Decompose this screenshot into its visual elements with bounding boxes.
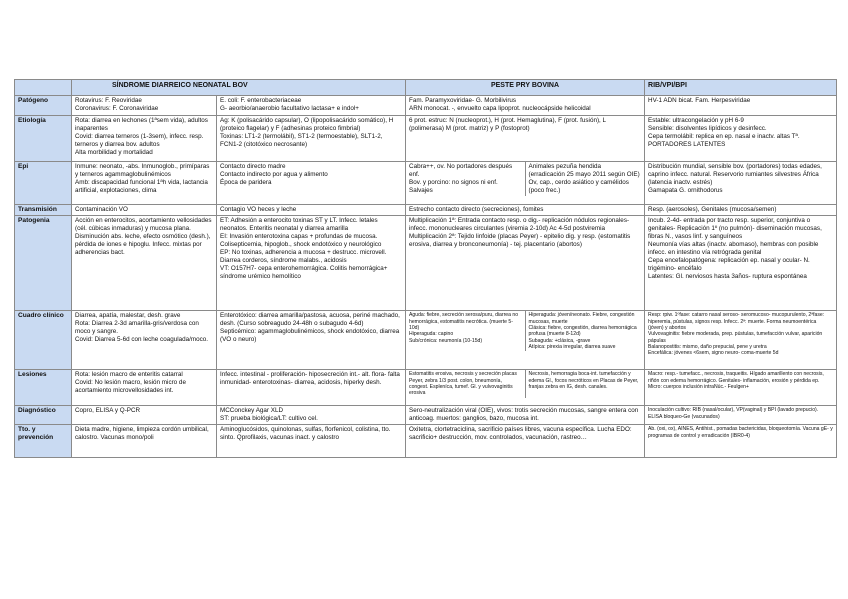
cell-line: Sub/crónica: neumonía (10-15d) (409, 337, 483, 344)
cell-line: G- aeorbio/anaerobio facultativo lactasa+ e indol+ (220, 104, 359, 112)
row-label: Lesiones (15, 370, 72, 406)
cell-c1 (72, 116, 217, 162)
cell-line: Septicémico: agammaglobulinémicos, shock endotóxico, diarrea (VO o neuro) (220, 328, 400, 344)
cell-line: Época de paridera (220, 178, 272, 186)
table-row (15, 425, 837, 458)
row-label: Transmisión (15, 205, 72, 216)
header-rib: RIB/VPI/BPI (645, 80, 837, 96)
cell-line: Balanopostitis: mismo, daño prepucial, pene y uretra (648, 344, 767, 351)
cell-line: Enterotóxico: diarrea amarilla/pastosa, acuosa, periné machado, desh. (Curso sobreagudo 24-48h o subagudo 4-6d) (220, 312, 400, 328)
cell-line: Ab. (oxi, ox), AINES, Antihist., pomadas bactericidas, bloqueotomía. Vacuna gE- y programas de control y erradicación (IBR0-4) (648, 426, 833, 439)
row-label: Etiología (15, 116, 72, 162)
cell-line: Vulvovaginitis: fiebre moderada, prep. pústulas, tumefacción vulvar, aparición pápulas (648, 331, 823, 344)
cell-line: Covid: diarrea terneros (1-3sem), infecc. resp. terneros y diarrea bov. adultos (75, 132, 204, 148)
cell-line: Acción en enterocitos, acortamiento vellosidades (cél. cúbicas inmaduras) y mucosa plana. Disminución abs. leche, efecto osmótico (desh.), pérdida de iones e hipoglu. Infecc. mixtas por adherencias bact. (75, 217, 212, 256)
cell-c1 (72, 311, 217, 370)
cell-line: Resp. (aerosoles), Genitales (mucosa/semen) (648, 206, 777, 213)
cell-c2 (217, 425, 406, 458)
table-row (15, 116, 837, 162)
cell-line: ARN monocat. -, envuelto capa lipoprot. nucleocápside helicoidal (409, 104, 591, 112)
cell-line: Clásica: fiebre, congestión, diarrea hemorrágica profusa (muerte 8-12d) (528, 325, 637, 338)
cell-line: Sero-neutralización viral (OIE), vivos: trotis secreción mucosas, sangre entera con anticoag. muertos: ganglios, bazo, mucosa int. (409, 407, 639, 423)
cell-line: Resp: rpiw. 1ºfase: catarro nasal seroso- seromucoso- mucopurulento, 2ªfase: hiperemia, pústulas, signos resp. Infecc. 2ª: muerte. Forma neumoentérica (jóven) y abortos (648, 312, 825, 332)
row-label: Diagnóstico (15, 406, 72, 425)
cell-line: Multiplicación 2ª: Tejido linfoide (placas Peyer) - epitelio dig. y resp. (estomatitis erosiva, diarrea y bronconeumonía) - tej. placentario (abortos) (409, 233, 631, 249)
cell-line: Contagio VO heces y leche (220, 206, 297, 213)
cell-line: Estable: ultracongelación y pH 6-9 (648, 117, 744, 124)
cell-line: Sensible: disolventes lipídicos y desinfecc. (648, 124, 767, 132)
cell-line: Rota: lesión macro de enteritis catarral (75, 371, 183, 379)
table-row (15, 162, 837, 205)
cell-c4 (645, 162, 837, 205)
cell-c4 (645, 311, 837, 370)
split-cell-c3b (525, 370, 645, 397)
cell-c3 (406, 116, 645, 162)
cell-c4 (645, 96, 837, 116)
cell-line: Encefálica: jóvenes <6sem, signo neuro- coma-muerte 5d (648, 350, 779, 357)
cell-line: Animales pezuña hendida (528, 163, 601, 170)
cell-line: Distribución mundial, sensible bov. (portadores) todas edades, caprino infecc. natural. Reservorio rumiantes silvestres África (latencia inactv. estrés) (648, 163, 822, 186)
cell-c2 (217, 406, 406, 425)
cell-c3 (406, 216, 645, 311)
cell-line: VT: O157H7- cepa enterohemorrágica. Colitis hemorrágica+ síndrome urémico hemolítico (220, 264, 388, 280)
cell-c3 (406, 96, 645, 116)
cell-line: ST: prueba biológica/LT: cultivo cel. (220, 415, 318, 423)
table-body (15, 96, 837, 458)
cell-c1 (72, 406, 217, 425)
cell-line: Diarrea, apatía, malestar, desh. grave (75, 312, 181, 320)
header-sindrome-diarreico: SÍNDROME DIARREICO NEONATAL BOV (72, 80, 406, 96)
cell-line: E. coli: F. enterobacteriaceae (220, 97, 302, 104)
cell-c2 (217, 96, 406, 116)
cell-line: Contaminación VO (75, 206, 128, 213)
cell-c4 (645, 425, 837, 458)
cell-line: Amb: discapacidad funcional 1ªh vida, lactancia artificial, explotaciones, clima (75, 178, 208, 194)
cell-c3 (406, 370, 645, 406)
cell-line: Toxinas: LT1-2 (termolábil), ST1-2 (termoestable), SLT1-2, FCN1-2 (citotóxico necrosante) (220, 132, 383, 148)
cell-line: Incub. 2-4d- entrada por tracto resp. superior, conjuntiva o genitales- Replicación 1º (no pulmón)- diseminación mucosas, fibras N., vasos linf. y sanguíneos (648, 217, 822, 241)
cell-line: Atípica: pirexia irregular, diarrea suave (528, 344, 616, 351)
cell-line: Subaguda: +clásica, -grave (528, 337, 591, 344)
cell-c2 (217, 370, 406, 406)
cell-line: Micro: cuerpos inclusión intraNúc.- Feulgen+ (648, 384, 749, 391)
table-row (15, 370, 837, 406)
cell-line: Salvajes (409, 186, 433, 194)
cell-line: Alta morbilidad y mortalidad (75, 148, 153, 156)
table-row (15, 311, 837, 370)
cell-c1 (72, 96, 217, 116)
row-label: Epi (15, 162, 72, 205)
split-cell-c3a (406, 162, 525, 196)
table-row (15, 216, 837, 311)
cell-c3 (406, 205, 645, 216)
cell-line: Estomatitis erosiva, necrosis y secreción placas Peyer, zebra 1/3 post. colon, bneumonía, congest. Espleníca, tumef. Gl. y vulvovaginitis erosiva (409, 371, 517, 397)
row-label: Cuadro clínico (15, 311, 72, 370)
summary-table-wrapper (14, 79, 836, 458)
cell-c3 (406, 425, 645, 458)
cell-c2 (217, 311, 406, 370)
cell-line: Infecc. intestinal - proliferación- hiposecreción int.- alt. flora- falta inmunidad- enterotoxinas- diarrea, acidosis, hiperky desh. (220, 371, 400, 387)
cell-line: Multiplicación 1ª: Entrada contacto resp. o dig.- replicación nódulos regionales- infecc. mononucleares circulantes (viremia 2-10d) Ac 4-5d postviremia (409, 217, 630, 233)
cell-line: EI: Invasión enterotoxina capas + profundas de mucosa. Colisepticemia, hipoglob., shock endotóxico y neurológico (220, 233, 382, 249)
cell-c3 (406, 406, 645, 425)
cell-line: Covid: Diarrea 5-6d con leche coagulada/moco. (75, 336, 209, 344)
cell-line: Cabra++, ov. No portadores después enf. (409, 163, 513, 178)
split-cell-c3a (406, 370, 525, 397)
table-row (15, 96, 837, 116)
cell-line: Contacto directo madre (220, 163, 286, 170)
cell-line: Necrosis, hemorragia boca-int. tumefacción y edema Gl., focos necróticos en Placas de Peyer, franjas zebra en IG, desh. canales. (528, 371, 639, 391)
cell-line: Oxitetra, clortetraciclina, sacrificio países libres, vacuna específica. Lucha EDO: sacrificio+ destrucción, mov. controlados, vacunación, rastreo… (409, 426, 632, 442)
cell-c4 (645, 216, 837, 311)
cell-line: MCConckey Agar XLD (220, 407, 283, 415)
cell-line: 6 prot. estruc: N (nucleoprot.), H (prot. Hemaglutina), F (prot. fusión), L (polimerasa) M (prot. matriz) y P (fostoprot) (409, 117, 606, 132)
cell-line: Rota: Diarrea 2-3d amarilla-gris/verdosa con moco y sangre. (75, 320, 199, 336)
split-cell-c3b (525, 162, 645, 196)
cell-c1 (72, 216, 217, 311)
cell-c1 (72, 205, 217, 216)
cell-line: Aguda: fiebre, secreción serosa/puru, diarrea no hemorrágica, estomatitis necrótica. (muerte 5-10d) (409, 312, 519, 332)
cell-c2 (217, 116, 406, 162)
cell-c2 (217, 216, 406, 311)
cell-line: Cepa encefalopatógena: replicación ep. nasal y ocular- N. trigémino- encéfalo (648, 256, 810, 272)
cell-line: EP: No toxinas, adherencia a mucosa + destrucc. microvell. Diarrea corderos, síndrome malabs., acidosis (220, 248, 387, 264)
cell-line: Inoculación cultivo: RIB (nasal/ocular), VP(vaginal) y BPI (lavado prepucio). ELISA bloqueo-Ge (vacunados) (648, 407, 819, 420)
cell-line: Covid: No lesión macro, lesión micro de acortamiento microvellosidades int. (75, 379, 186, 395)
cell-c1 (72, 370, 217, 406)
cell-line: ET: Adhesión a enterocito toxinas ST y LT. Infecc. letales neonatos. Enteritis neonatal y diarrea amarilla (220, 217, 378, 233)
cell-line: Ag: K (polisacárido capsular), O (lipopolisacárido somático), H (proteico flagelar) y F (adhesinas proteico fimbrial) (220, 117, 394, 132)
table-row (15, 205, 837, 216)
row-label: Tto. y prevención (15, 425, 72, 458)
cell-line: Cepa termolábil: replica en ep. nasal e inactv. altas Tª. (648, 132, 800, 140)
cell-line: Neumonía vías altas (inactv. abomaso), hembras con posible infecc. en intestino vía retrógrada genital (648, 241, 819, 256)
cell-line: Aminoglucósidos, quinolonas, sulfas, florfenicol, colistina, tto. sinto. Qprofilaxis, vacunas inact. y calostro (220, 426, 391, 442)
cell-line: Latentes: Gl. nerviosos hasta 3años- ruptura espontánea (648, 272, 807, 280)
split-cell (406, 311, 644, 351)
cell-line: HV-1 ADN bicat. Fam. Herpesviridae (648, 97, 751, 104)
cell-c4 (645, 406, 837, 425)
cell-c1 (72, 425, 217, 458)
cell-c4 (645, 116, 837, 162)
split-cell-c3a (406, 311, 525, 351)
split-cell (406, 162, 644, 196)
cell-line: Fam. Paramyxoviridae- G. Morbilivirus (409, 97, 517, 104)
row-label: Patogenia (15, 216, 72, 311)
table-row (15, 406, 837, 425)
cell-c3 (406, 311, 645, 370)
cell-c1 (72, 162, 217, 205)
cell-line: Estrecho contacto directo (secreciones), fomites (409, 206, 544, 213)
cell-line: Inmune: neonato, -abs. Inmunoglob., primíparas y terneros agammaglobulinémicos (75, 163, 210, 178)
cell-line: Rotavirus: F. Reoviridae (75, 97, 142, 104)
cell-line: Hiperaguda: capino (409, 331, 454, 338)
cell-c4 (645, 205, 837, 216)
cell-line: (erradicación 25 mayo 2011 según OIE) (528, 170, 640, 178)
split-cell (406, 370, 644, 397)
cell-line: Dieta madre, higiene, limpieza cordón umbilical, calostro. Vacunas mono/poli (75, 426, 209, 442)
split-cell-c3b (525, 311, 645, 351)
header-corner (15, 80, 72, 96)
cell-line: Macro: resp.- tumefacc., necrosis, traqueitis. Hígado amarillento con necrosis, riñón con edema hemorrágico. Genitales- inflamación, erosión y pérdida ep. (648, 371, 824, 384)
cell-c4 (645, 370, 837, 406)
cell-line: Coronavirus: F. Coronaviridae (75, 104, 159, 112)
cell-line: Rota: diarrea en lechones (1ªsem vida), adultos inaparentes (75, 117, 208, 132)
row-label: Patógeno (15, 96, 72, 116)
cell-line: Contacto indirecto por agua y alimento (220, 170, 328, 178)
cell-c2 (217, 162, 406, 205)
summary-table (14, 79, 837, 458)
cell-line: Hiperaguda: jóven/neonato. Fiebre, congestión mucosas, muerte (528, 312, 635, 325)
cell-line: Bov. y porcino: no signos ni enf. (409, 178, 498, 186)
cell-c3 (406, 162, 645, 205)
cell-line: Gamapata G. ornithodorus (648, 186, 723, 194)
cell-line: Copro, ELISA y Q-PCR (75, 407, 141, 415)
cell-c2 (217, 205, 406, 216)
header-row (15, 80, 837, 96)
cell-line: PORTADORES LATENTES (648, 140, 726, 148)
header-peste: PESTE PRY BOVINA (406, 80, 645, 96)
cell-line: Ov, cap., cerdo asiático y camélidos (poco frec.) (528, 178, 629, 194)
